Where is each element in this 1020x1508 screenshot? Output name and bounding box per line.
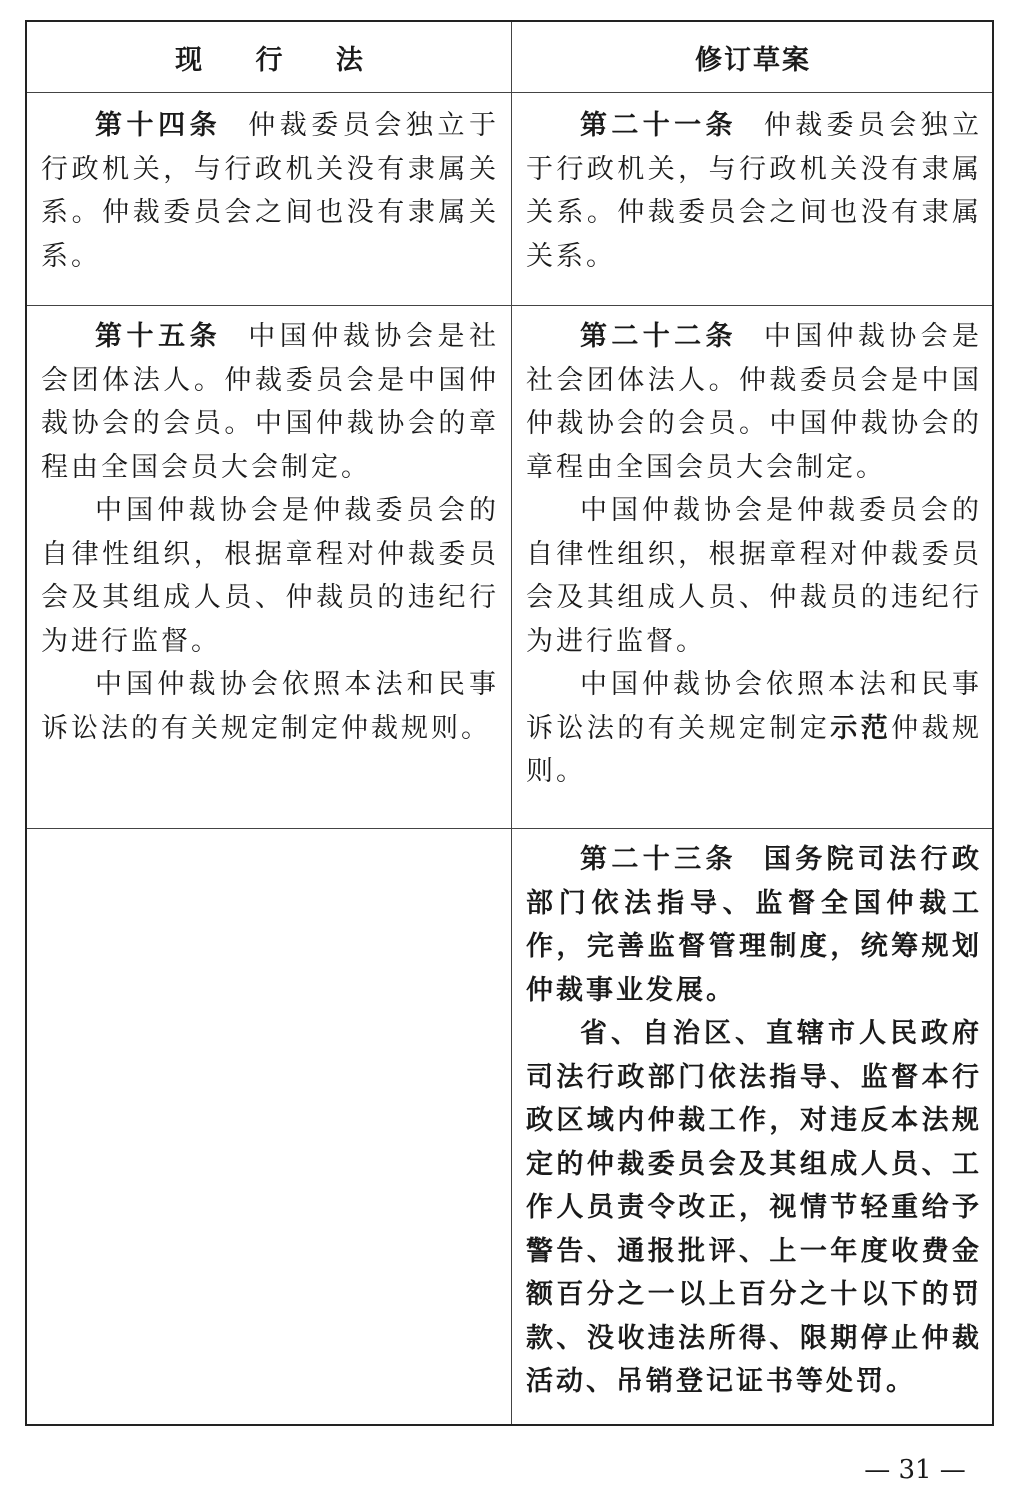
article-text: 中国仲裁协会是社会团体法人。仲裁委员会是中国仲裁协会的会员。中国仲裁协会的章程由全国会员大会制定。 <box>41 321 500 483</box>
row1-revised-draft <box>512 104 994 278</box>
article-paragraph <box>526 104 982 278</box>
article-number: 第十五条 <box>95 321 222 352</box>
row3-revised-draft <box>512 838 994 1404</box>
row2-current-law <box>27 315 511 750</box>
row-divider-1 <box>27 305 992 306</box>
paragraph: 中国仲裁协会是仲裁委员会的自律性组织，根据章程对仲裁委员会及其组成人员、仲裁员的违纪行为进行监督。 <box>41 495 499 657</box>
article-number: 第二十一条 <box>580 110 737 141</box>
article-number: 第十四条 <box>95 110 222 141</box>
page-number: — 31 — <box>864 1455 966 1485</box>
paragraph: 中国仲裁协会是仲裁委员会的自律性组织，根据章程对仲裁委员会及其组成人员、仲裁员的违纪行为进行监督。 <box>526 495 982 657</box>
header-divider <box>27 92 992 93</box>
article-text: 国务院司法行政部门依法指导、监督全国仲裁工作，完善监督管理制度，统筹规划仲裁事业发展。 <box>526 844 983 1006</box>
comparison-table <box>25 20 994 1426</box>
article-text: 中国仲裁协会是社会团体法人。仲裁委员会是中国仲裁协会的会员。中国仲裁协会的章程由全国会员大会制定。 <box>526 321 983 483</box>
article-text: 仲裁委员会独立于行政机关，与行政机关没有隶属关系。仲裁委员会之间也没有隶属关系。 <box>526 110 983 272</box>
paragraph <box>526 663 982 794</box>
revised-highlight: 示范 <box>830 712 892 744</box>
article-text: 仲裁委员会独立于行政机关，与行政机关没有隶属关系。仲裁委员会之间也没有隶属关系。 <box>41 110 500 272</box>
paragraph: 中国仲裁协会依照本法和民事诉讼法的有关规定制定仲裁规则。 <box>41 669 499 744</box>
row2-revised-draft <box>512 315 994 794</box>
row-divider-2 <box>27 828 992 829</box>
row1-current-law <box>27 104 511 278</box>
article-number: 第二十三条 <box>580 844 737 875</box>
article-paragraph <box>41 104 499 278</box>
article-number: 第二十二条 <box>580 321 737 352</box>
paragraph-text: 中国仲裁协会依照本法和民事诉讼法的有关规定制定 <box>526 669 982 744</box>
paragraph: 省、自治区、直辖市人民政府司法行政部门依法指导、监督本行政区域内仲裁工作，对违反本法规定的仲裁委员会及其组成人员、工作人员责令改正，视情节轻重给予警告、通报批评、上一年度收费金额百分之一以上百分之十以下的罚款、没收违法所得、限期停止仲裁活动、吊销登记证书等处罚。 <box>526 1018 982 1397</box>
paragraph-text: 仲裁规则。 <box>526 712 983 787</box>
article-paragraph <box>526 315 982 489</box>
header-revised-draft: 修订草案 <box>695 44 811 76</box>
header-current-law: 现 行 法 <box>175 44 385 76</box>
article-paragraph <box>526 838 982 1012</box>
article-paragraph <box>41 315 499 489</box>
